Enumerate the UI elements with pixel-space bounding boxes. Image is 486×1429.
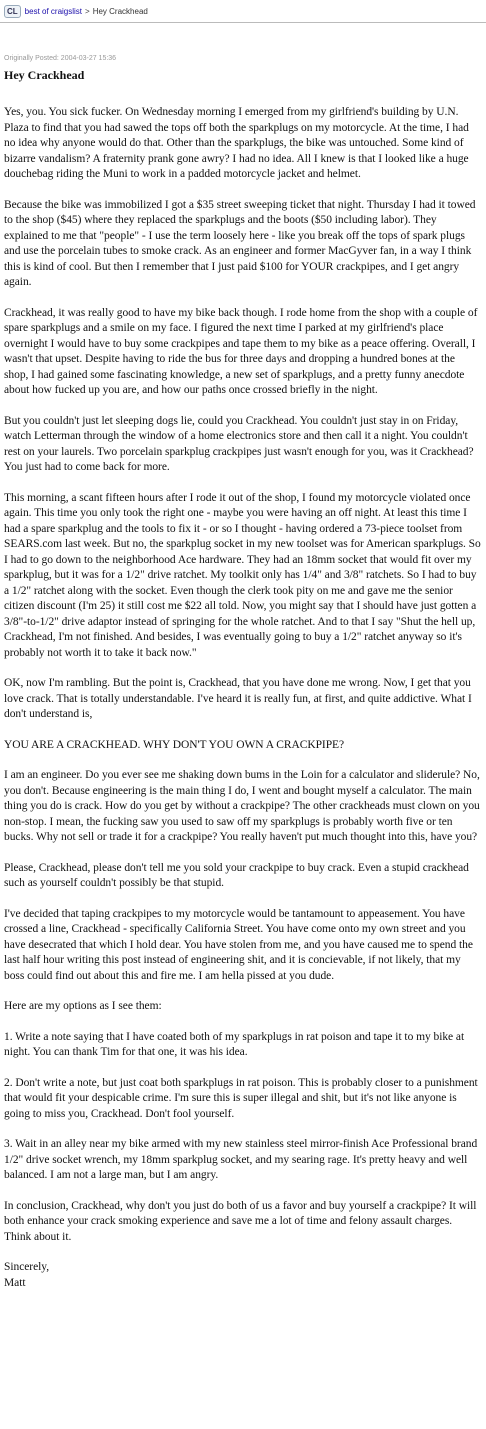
post-paragraph: But you couldn't just let sleeping dogs lie, could you Crackhead. You couldn't just stay in on Friday, watch Letterman through the window of a home electronics store and then call it a night. You couldn't rest on your laurels. Two porcelain sparkplug crackpipes just wasn't enough for you, was it Crackhead? You just had to come back for more. [4,414,474,473]
signature: Matt [4,1276,26,1289]
post-paragraph: In conclusion, Crackhead, why don't you just do both of us a favor and buy yourself a crackpipe? It will both enhance your crack smoking experience and save me a lot of time and felony assault charges. Think about it. [4,1199,477,1243]
post-paragraph: Yes, you. You sick fucker. On Wednesday morning I emerged from my girlfriend's building by U.N. Plaza to find that you had sawed the tops off both the sparkplugs on my motorcycle. At the time, I had no idea why anyone would do that. Other than the sparkplugs, the bike was untouched. Some kind of bizarre vandalism? A fraternity prank gone awry? I had no idea. All I knew is that I looked like a huge douchebag riding the Muni to work in a padded motorcycle jacket and helmet. [4,106,469,180]
post-paragraph: This morning, a scant fifteen hours after I rode it out of the shop, I found my motorcycle violated once again. This time you only took the right one - maybe you were having an off night. At least this time I had a spare sparkplug and the tools to fix it - or so I thought - having ordered a 73-piece toolset from SEARS.com last week. But no, the sparkplug socket in my new toolset was for American sparkplugs. So I had to go down to the neighborhood Ace hardware. They had an 18mm socket that would fit over my sparkplug, but it was for a 1/2" drive ratchet. My toolkit only has 1/4" and 3/8" ratchets. So I had to buy a 1/2" ratchet along with the socket. Even though the clerk took pity on me and gave me the senior citizen discount (I'm 25) it still cost me $22 all told. Now, you might say that I should have just gotten a 3/8"-to-1/2" drive adaptor instead of springing for the whole ratchet. And to that I say "Shut the hell up, Crackhead, I'm not finished. And besides, I was eventually going to buy a 1/2" ratchet anyway so it's probably not worth it to take it back now." [4,491,481,659]
post-body [4,105,481,1291]
option-item: 1. Write a note saying that I have coated both of my sparkplugs in rat poison and tape it to my bike at night. You can thank Tim for that one, it was his idea. [4,1030,465,1058]
post-paragraph: I am an engineer. Do you ever see me shaking down bums in the Loin for a calculator and sliderule? No, you don't. Because engineering is the main thing I do, I went and bought myself a calculator. The main thing you do is crack. How do you get by without a crackpipe? The other crackheads must clown on you non-stop. I mean, the fucking saw you used to saw off my sparkplugs is probably worth five or ten bucks. Why not sell or trade it for a crackpipe? You really haven't put much thought into this, have you? [4,769,480,843]
post-paragraph: Please, Crackhead, please don't tell me you sold your crackpipe to buy crack. Even a stupid crackhead such as yourself couldn't possibly be that stupid. [4,861,469,889]
signoff: Sincerely, [4,1261,50,1273]
post-paragraph: OK, now I'm rambling. But the point is, Crackhead, that you have done me wrong. Now, I get that you love crack. That is totally understandable. I've heard it is really fun, at first, and quite addictive. What I don't understand is, [4,677,472,720]
post-title: Hey Crackhead [4,68,85,82]
breadcrumb-best-of-link[interactable]: best of craigslist [24,6,83,16]
post-paragraph: I've decided that taping crackpipes to my motorcycle would be tantamount to appeasement. You have crossed a line, Crackhead - specifically California Street. You have come onto my own street and you have desecrated that which I hold dear. You have stolen from me, and you have caused me to spend the last half hour writing this post instead of engineering shit, and it is concievable, if not likely, that my boss could find out about this and fire me. I am hella pissed at you dude. [4,907,473,982]
post-paragraph: Here are my options as I see them: [4,1000,162,1012]
craigslist-logo[interactable]: CL [4,5,21,18]
option-item: 2. Don't write a note, but just coat both sparkplugs in rat poison. This is probably closer to a punishment that would fit your despicable crime. I'm sure this is super illegal and shit, but it's not like anyone is going to miss you, Crackhead. Don't fool yourself. [4,1076,478,1120]
breadcrumb-bar [0,0,486,23]
post-paragraph: YOU ARE A CRACKHEAD. WHY DON'T YOU OWN A CRACKPIPE? [4,738,345,751]
post-paragraph: Crackhead, it was really good to have my bike back though. I rode home from the shop with a couple of spare sparkplugs and a smile on my face. I figured the next time I parked at my girlfriend's place overnight I would have to buy some crackpipes and tape them to my bike as a peace offering. Overall, I wasn't that upset. Despite having to ride the bus for three days and dropping a hundred bones at the shop, I had gained some fascinating knowledge, a new set of sparkplugs, and a pretty funny anecdote about how fucked up you are, and how our paths once crossed briefly in the night. [4,306,478,396]
post-paragraph: Because the bike was immobilized I got a $35 street sweeping ticket that night. Thursday I had it towed to the shop ($45) where they replaced the sparkplugs and the boots ($50 including labor). They explained to me that "people" - I use the term loosely here - like you break off the tops of spark plugs and use the porcelain tubes to smoke crack. As an engineer and former MacGyver fan, in a way I think this is kind of cool. But then I remember that I just paid $100 for YOUR crackpipes, and I get angry again. [4,198,476,288]
posted-date: Originally Posted: 2004-03-27 15:36 [4,55,117,62]
breadcrumb-current: Hey Crackhead [92,6,148,16]
breadcrumb-separator: > [85,6,90,16]
option-item: 3. Wait in an alley near my bike armed with my new stainless steel mirror-finish Ace Professional brand 1/2" drive socket wrench, my 18mm sparkplug socket, and my searing rage. It's pretty heavy and well balanced. I am not a large man, but I am angry. [4,1138,478,1181]
